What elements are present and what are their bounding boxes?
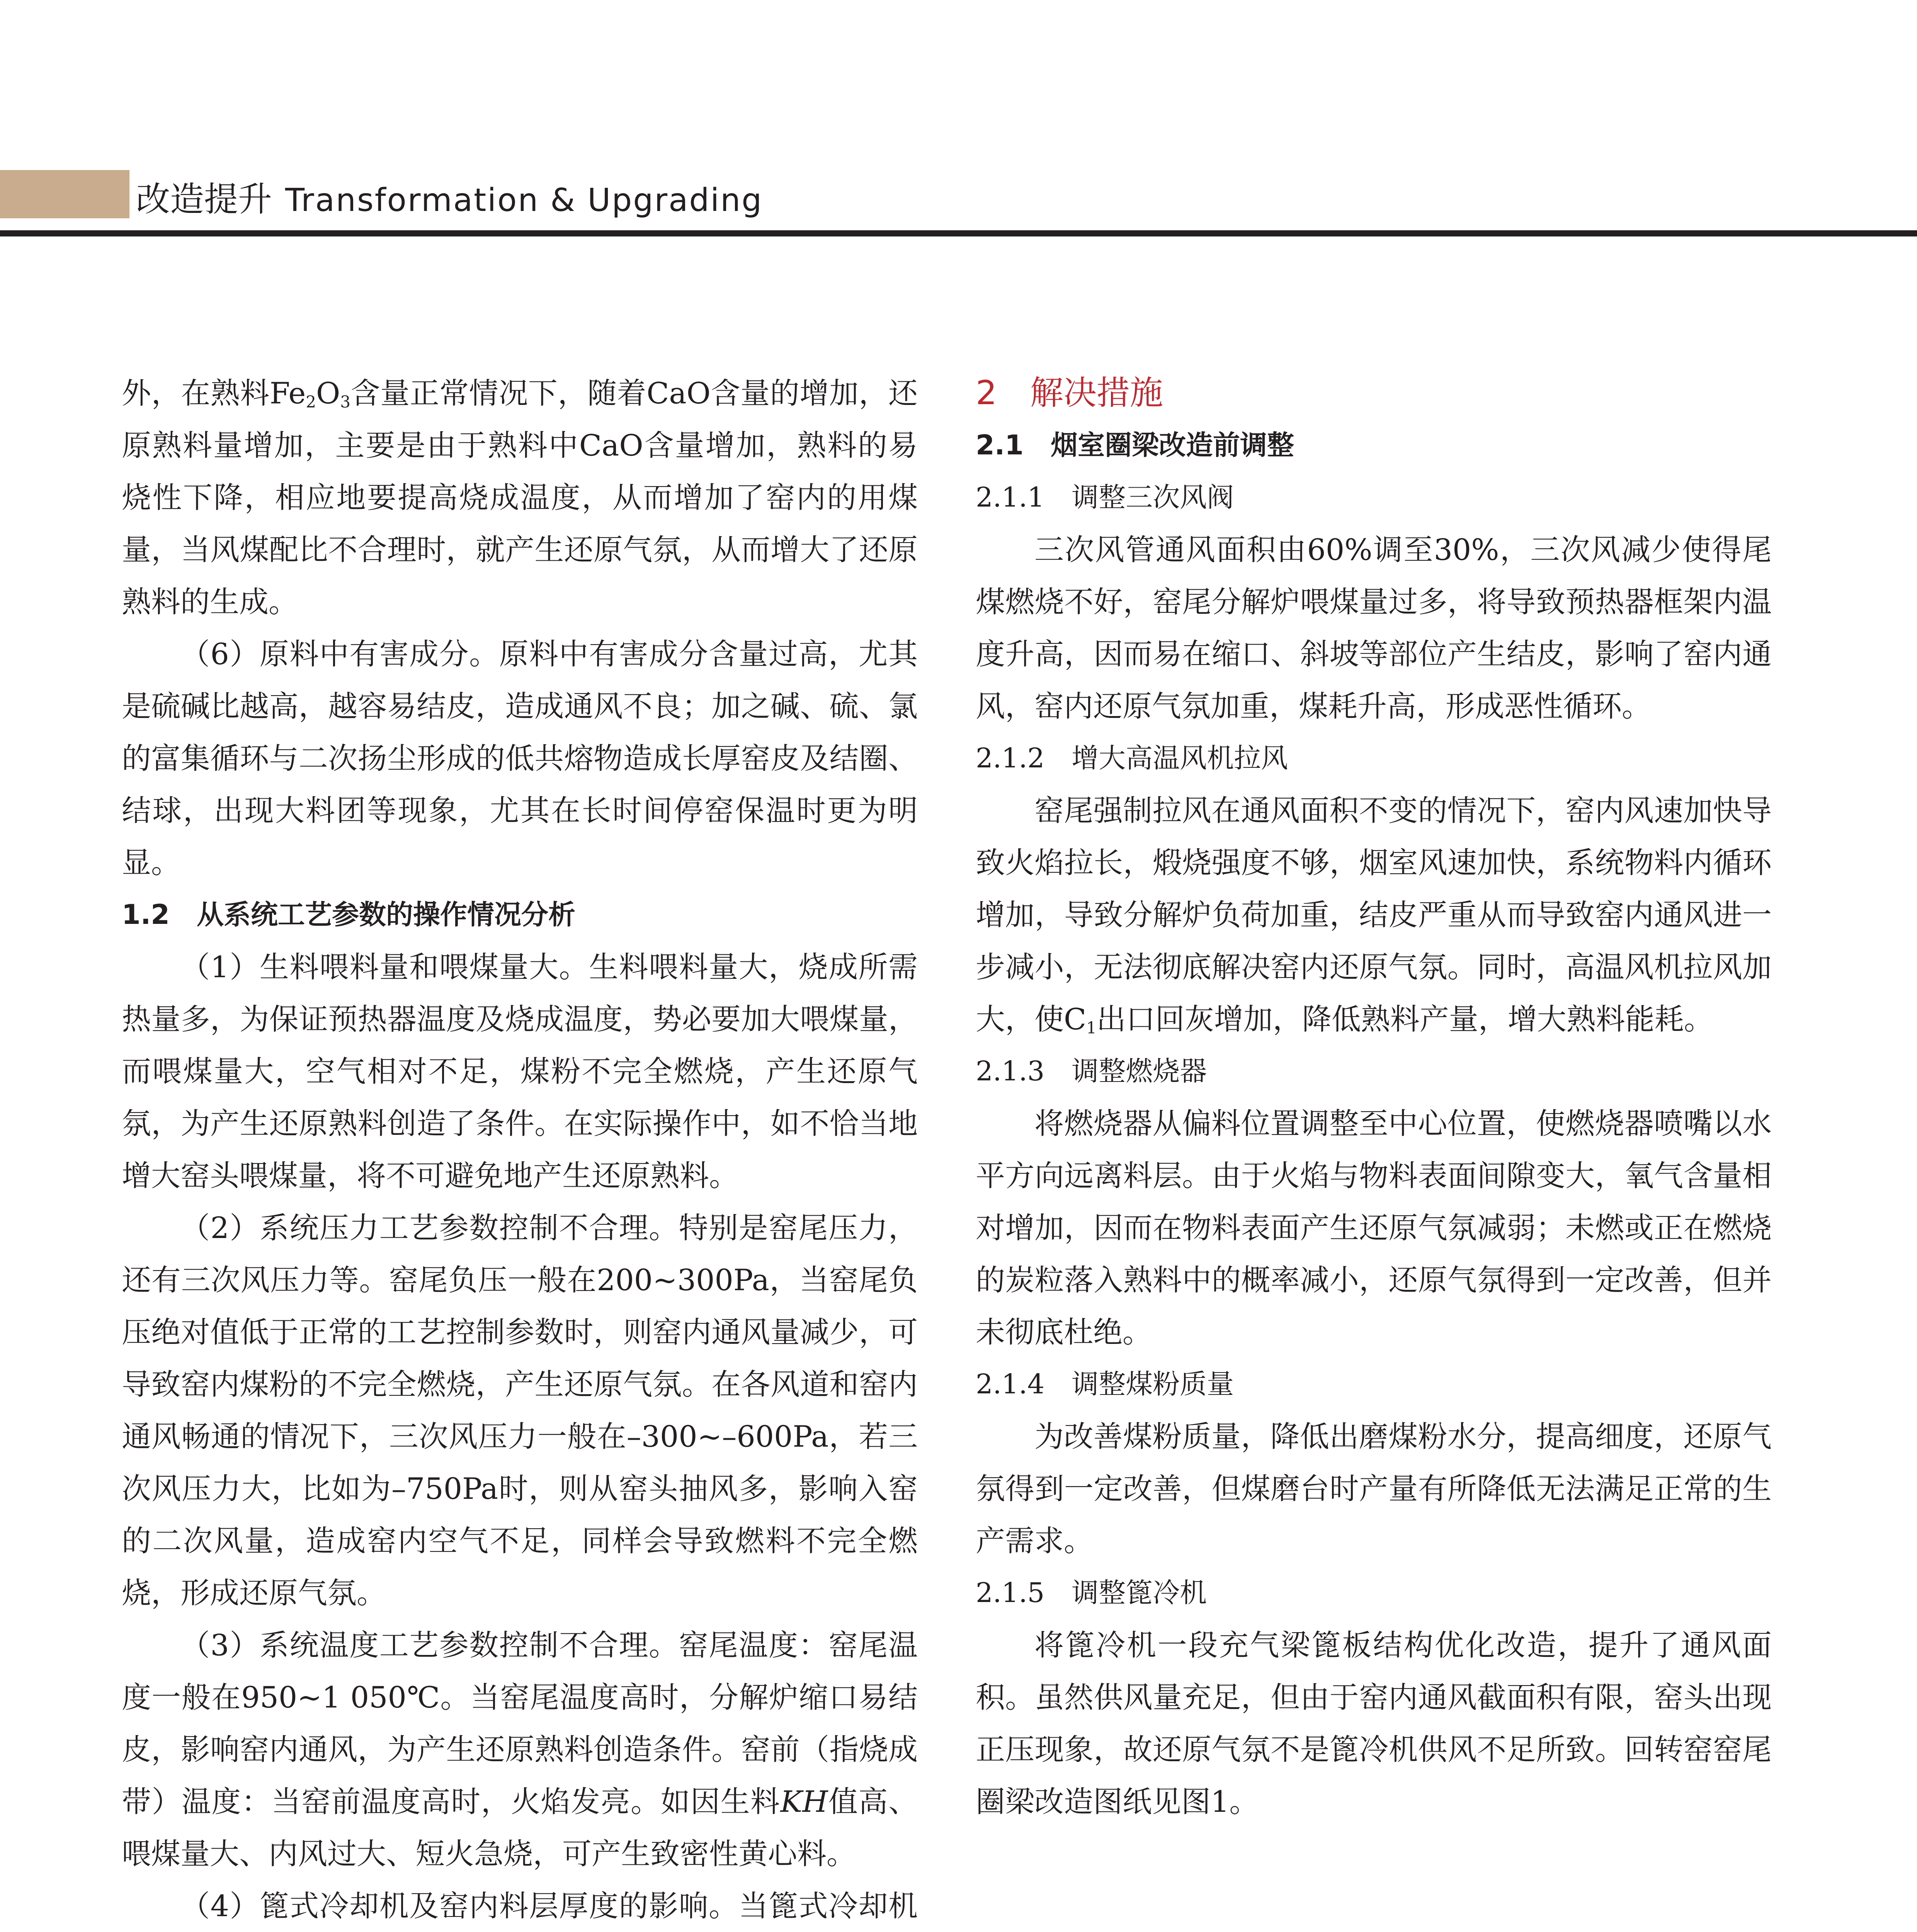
- heading-2-1-1: 2.1.1 调整三次风阀: [976, 481, 1234, 513]
- heading-1-2: 1.2 从系统工艺参数的操作情况分析: [122, 899, 576, 930]
- heading-2: 2 解决措施: [976, 374, 1163, 412]
- left-column: [122, 367, 918, 1932]
- right-column: [976, 367, 1772, 1828]
- heading-2-1: 2.1 烟室圈梁改造前调整: [976, 429, 1294, 461]
- paragraph-continuation: 外，在熟料$Fe_2O_3$含量正常情况下，随着CaO含量的增加，还原熟料量增加，主要是由于熟料中CaO含量增加，熟料的易烧性下降，相应地要提高烧成温度，从而增加了窑内的用煤量，当风煤配比不合理时，就产生还原气氛，从而增大了还原熟料的生成。: [122, 376, 918, 619]
- paragraph-2-1-5: 将篦冷机一段充气梁篦板结构优化改造，提升了通风面积。虽然供风量充足，但由于窑内通风截面积有限，窑头出现正压现象，故还原气氛不是篦冷机供风不足所致。回转窑窑尾圈梁改造图纸见图1。: [976, 1628, 1772, 1819]
- running-header: [136, 172, 763, 221]
- header-section-cn: 改造提升: [136, 179, 272, 219]
- paragraph-pressure: （2）系统压力工艺参数控制不合理。特别是窑尾压力，还有三次风压力等。窑尾负压一般在200~300Pa，当窑尾负压绝对值低于正常的工艺控制参数时，则窑内通风量减少，可导致窑内煤粉的不完全燃烧，产生还原气氛。在各风道和窑内通风畅通的情况下，三次风压力一般在–300~–600Pa，若三次风压力大，比如为–750Pa时，则从窑头抽风多，影响入窑的二次风量，造成窑内空气不足，同样会导致燃料不完全燃烧，形成还原气氛。: [122, 1211, 918, 1610]
- heading-2-1-3: 2.1.3 调整燃烧器: [976, 1055, 1207, 1087]
- paragraph-temperature: （3）系统温度工艺参数控制不合理。窑尾温度：窑尾温度一般在950~1 050℃。当窑尾温度高时，分解炉缩口易结皮，影响窑内通风，为产生还原熟料创造条件。窑前（指烧成带）温度：当窑前温度高时，火焰发亮。如因生料KH值高、喂煤量大、内风过大、短火急烧，可产生致密性黄心料。: [122, 1628, 918, 1871]
- paragraph-harmful-components: （6）原料中有害成分。原料中有害成分含量过高，尤其是硫碱比越高，越容易结皮，造成通风不良；加之碱、硫、氯的富集循环与二次扬尘形成的低共熔物造成长厚窑皮及结圈、结球，出现大料团等现象，尤其在长时间停窑保温时更为明显。: [122, 637, 918, 880]
- paragraph-feed-rate: （1）生料喂料量和喂煤量大。生料喂料量大，烧成所需热量多，为保证预热器温度及烧成温度，势必要加大喂煤量，而喂煤量大，空气相对不足，煤粉不完全燃烧，产生还原气氛，为产生还原熟料创造了条件。在实际操作中，如不恰当地增大窑头喂煤量，将不可避免地产生还原熟料。: [122, 950, 918, 1193]
- header-rule: [0, 230, 1917, 236]
- paragraph-2-1-2: 窑尾强制拉风在通风面积不变的情况下，窑内风速加快导致火焰拉长，煅烧强度不够，烟室风速加快，系统物料内循环增加，导致分解炉负荷加重，结皮严重从而导致窑内通风进一步减小，无法彻底解决窑内还原气氛。同时，高温风机拉风加大，使$C_1$出口回灰增加，降低熟料产量，增大熟料能耗。: [976, 793, 1772, 1037]
- paragraph-2-1-1: 三次风管通风面积由60%调至30%，三次风减少使得尾煤燃烧不好，窑尾分解炉喂煤量过多，将导致预热器框架内温度升高，因而易在缩口、斜坡等部位产生结皮，影响了窑内通风，窑内还原气氛加重，煤耗升高，形成恶性循环。: [976, 532, 1772, 723]
- paragraph-2-1-4: 为改善煤粉质量，降低出磨煤粉水分，提高细度，还原气氛得到一定改善，但煤磨台时产量有所降低无法满足正常的生产需求。: [976, 1419, 1772, 1558]
- paragraph-2-1-3: 将燃烧器从偏料位置调整至中心位置，使燃烧器喷嘴以水平方向远离料层。由于火焰与物料表面间隙变大，氧气含量相对增加，因而在物料表面产生还原气氛减弱；未燃或正在燃烧的炭粒落入熟料中的概率减小，还原气氛得到一定改善，但并未彻底杜绝。: [976, 1106, 1772, 1349]
- heading-2-1-5: 2.1.5 调整篦冷机: [976, 1577, 1207, 1609]
- header-section-en: Transformation & Upgrading: [285, 182, 763, 219]
- heading-2-1-4: 2.1.4 调整煤粉质量: [976, 1368, 1234, 1400]
- heading-2-1-2: 2.1.2 增大高温风机拉风: [976, 742, 1288, 774]
- header-color-bar: [0, 170, 129, 218]
- paragraph-grate-cooler: （4）篦式冷却机及窑内料层厚度的影响。当篦式冷却机: [180, 1889, 918, 1923]
